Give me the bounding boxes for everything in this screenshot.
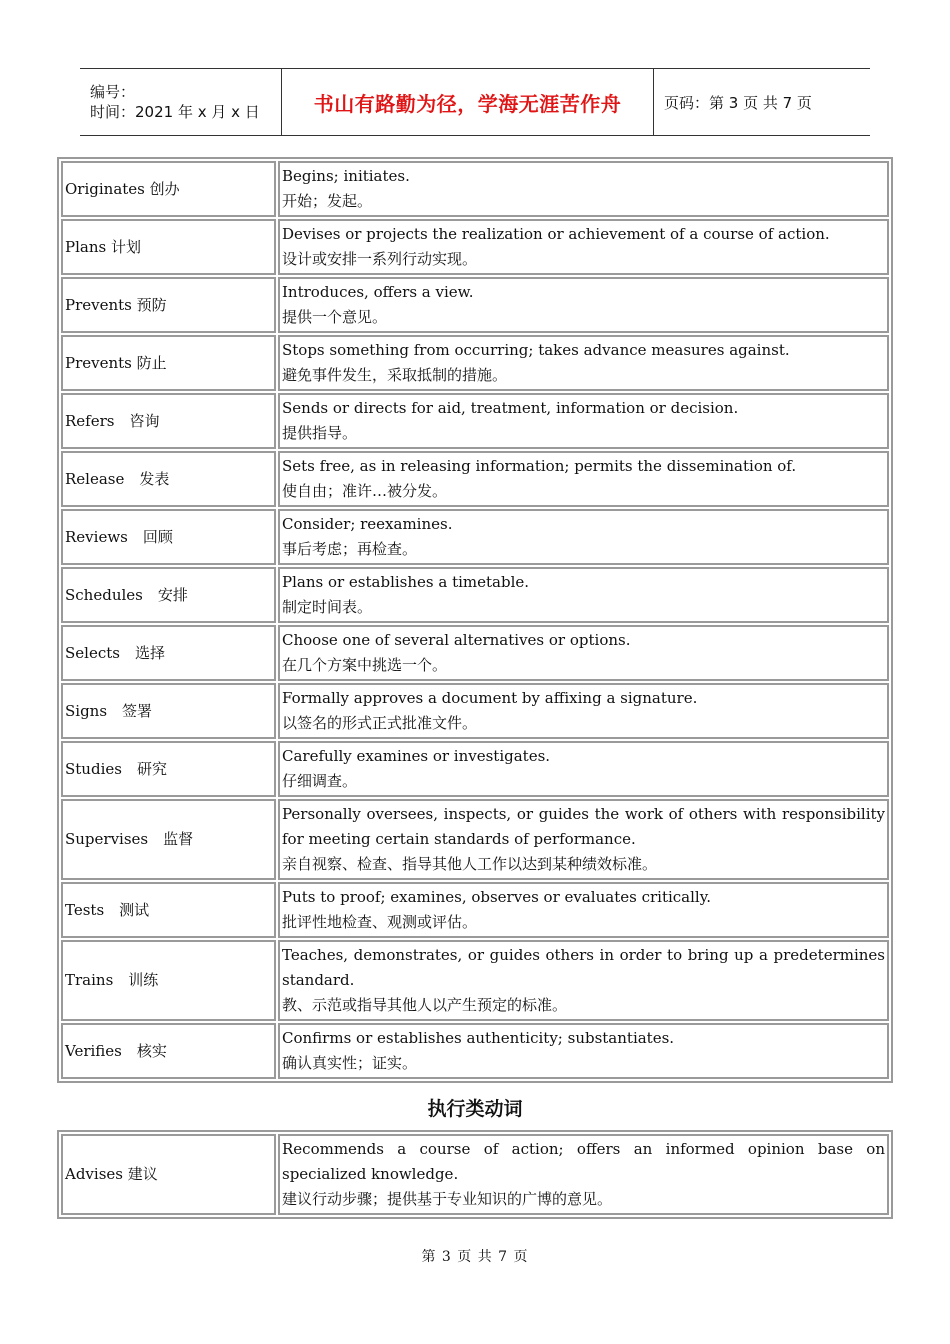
verb-term: Reviews 回顾 [61,509,276,565]
table-row [61,1023,889,1079]
verb-description [278,161,889,217]
definition-chinese: 批评性地检查、观测或评估。 [282,913,478,931]
definition-english: Sends or directs for aid, treatment, information or decision. [282,399,739,417]
definition-english: Stops something from occurring; takes advance measures against. [282,341,790,359]
verb-term: Refers 咨询 [61,393,276,449]
verb-description [278,940,889,1021]
doc-time-label: 时间：2021 年 x 月 x 日 [90,103,260,121]
definition-chinese: 亲自视察、检查、指导其他人工作以达到某种绩效标准。 [282,855,658,873]
verb-description [278,567,889,623]
verb-term: Tests 测试 [61,882,276,938]
verb-term: Supervises 监督 [61,799,276,880]
verb-term: Prevents 防止 [61,335,276,391]
definition-english: Puts to proof; examines, observes or evaluates critically. [282,888,711,906]
verb-description [278,1134,889,1215]
verb-term: Plans 计划 [61,219,276,275]
table-row [61,277,889,333]
verb-term: Release 发表 [61,451,276,507]
table-row [61,567,889,623]
definition-chinese: 使自由；准许…被分发。 [282,482,448,500]
verb-term: Selects 选择 [61,625,276,681]
definition-chinese: 设计或安排一系列行动实现。 [282,250,478,268]
header-slogan: 书山有路勤为径，学海无涯苦作舟 [313,91,622,116]
definition-chinese: 建议行动步骤；提供基于专业知识的广博的意见。 [282,1190,613,1208]
verb-description [278,219,889,275]
verb-term: Prevents 预防 [61,277,276,333]
definition-english: Teaches, demonstrates, or guides others in order to bring up a predetermines standard. [282,946,885,989]
table-row [61,1134,889,1215]
verb-description [278,393,889,449]
verb-term: Originates 创办 [61,161,276,217]
table-row [61,882,889,938]
definition-chinese: 提供指导。 [282,424,358,442]
definition-english: Sets free, as in releasing information; permits the dissemination of. [282,457,797,475]
doc-number-label: 编号： [90,83,136,101]
definition-english: Carefully examines or investigates. [282,747,551,765]
definition-english: Recommends a course of action; offers an informed opinion base on specialized knowledge. [282,1140,885,1183]
table-row [61,799,889,880]
definition-chinese: 在几个方案中挑选一个。 [282,656,448,674]
definition-english: Personally oversees, inspects, or guides the work of others with responsibility for meeting certain standards of performance. [282,805,885,848]
verb-description [278,741,889,797]
header-page-info-cell [654,69,870,135]
verb-description [278,625,889,681]
verb-term: Studies 研究 [61,741,276,797]
verb-description [278,799,889,880]
definition-english: Devises or projects the realization or achievement of a course of action. [282,225,830,243]
verb-term: Signs 签署 [61,683,276,739]
table-row [61,451,889,507]
definition-english: Begins; initiates. [282,167,410,185]
definition-chinese: 提供一个意见。 [282,308,388,326]
table-row [61,625,889,681]
verb-term: Advises 建议 [61,1134,276,1215]
definition-chinese: 事后考虑；再检查。 [282,540,418,558]
definition-english: Consider; reexamines. [282,515,453,533]
definition-english: Confirms or establishes authenticity; substantiates. [282,1029,675,1047]
table-row [61,161,889,217]
page-header [80,68,870,136]
definition-chinese: 开始；发起。 [282,192,373,210]
table-row [61,683,889,739]
table-row [61,335,889,391]
table-row [61,393,889,449]
definition-english: Choose one of several alternatives or options. [282,631,631,649]
verb-description [278,683,889,739]
definition-english: Formally approves a document by affixing a signature. [282,689,698,707]
table-row [61,219,889,275]
definition-english: Introduces, offers a view. [282,283,474,301]
verb-term: Verifies 核实 [61,1023,276,1079]
verb-description [278,277,889,333]
table-row [61,940,889,1021]
definition-chinese: 制定时间表。 [282,598,373,616]
header-meta [80,69,281,135]
verb-description [278,335,889,391]
table-row [61,509,889,565]
verb-term: Schedules 安排 [61,567,276,623]
verb-term: Trains 训练 [61,940,276,1021]
definition-english: Plans or establishes a timetable. [282,573,530,591]
definition-chinese: 避免事件发生，采取抵制的措施。 [282,366,508,384]
section-title: 执行类动词 [427,1098,523,1120]
definition-chinese: 确认真实性；证实。 [282,1054,418,1072]
header-page-info: 页码：第 3 页 共 7 页 [664,93,812,112]
verb-table-1 [57,157,893,1083]
definition-chinese: 教、示范或指导其他人以产生预定的标准。 [282,996,568,1014]
verb-description [278,882,889,938]
definition-chinese: 仔细调查。 [282,772,358,790]
verb-description [278,509,889,565]
definition-chinese: 以签名的形式正式批准文件。 [282,714,478,732]
verb-table-2 [57,1130,893,1219]
table-row [61,741,889,797]
page-footer: 第 3 页 共 7 页 [421,1249,529,1265]
verb-description [278,1023,889,1079]
header-slogan-cell [281,69,654,135]
verb-description [278,451,889,507]
